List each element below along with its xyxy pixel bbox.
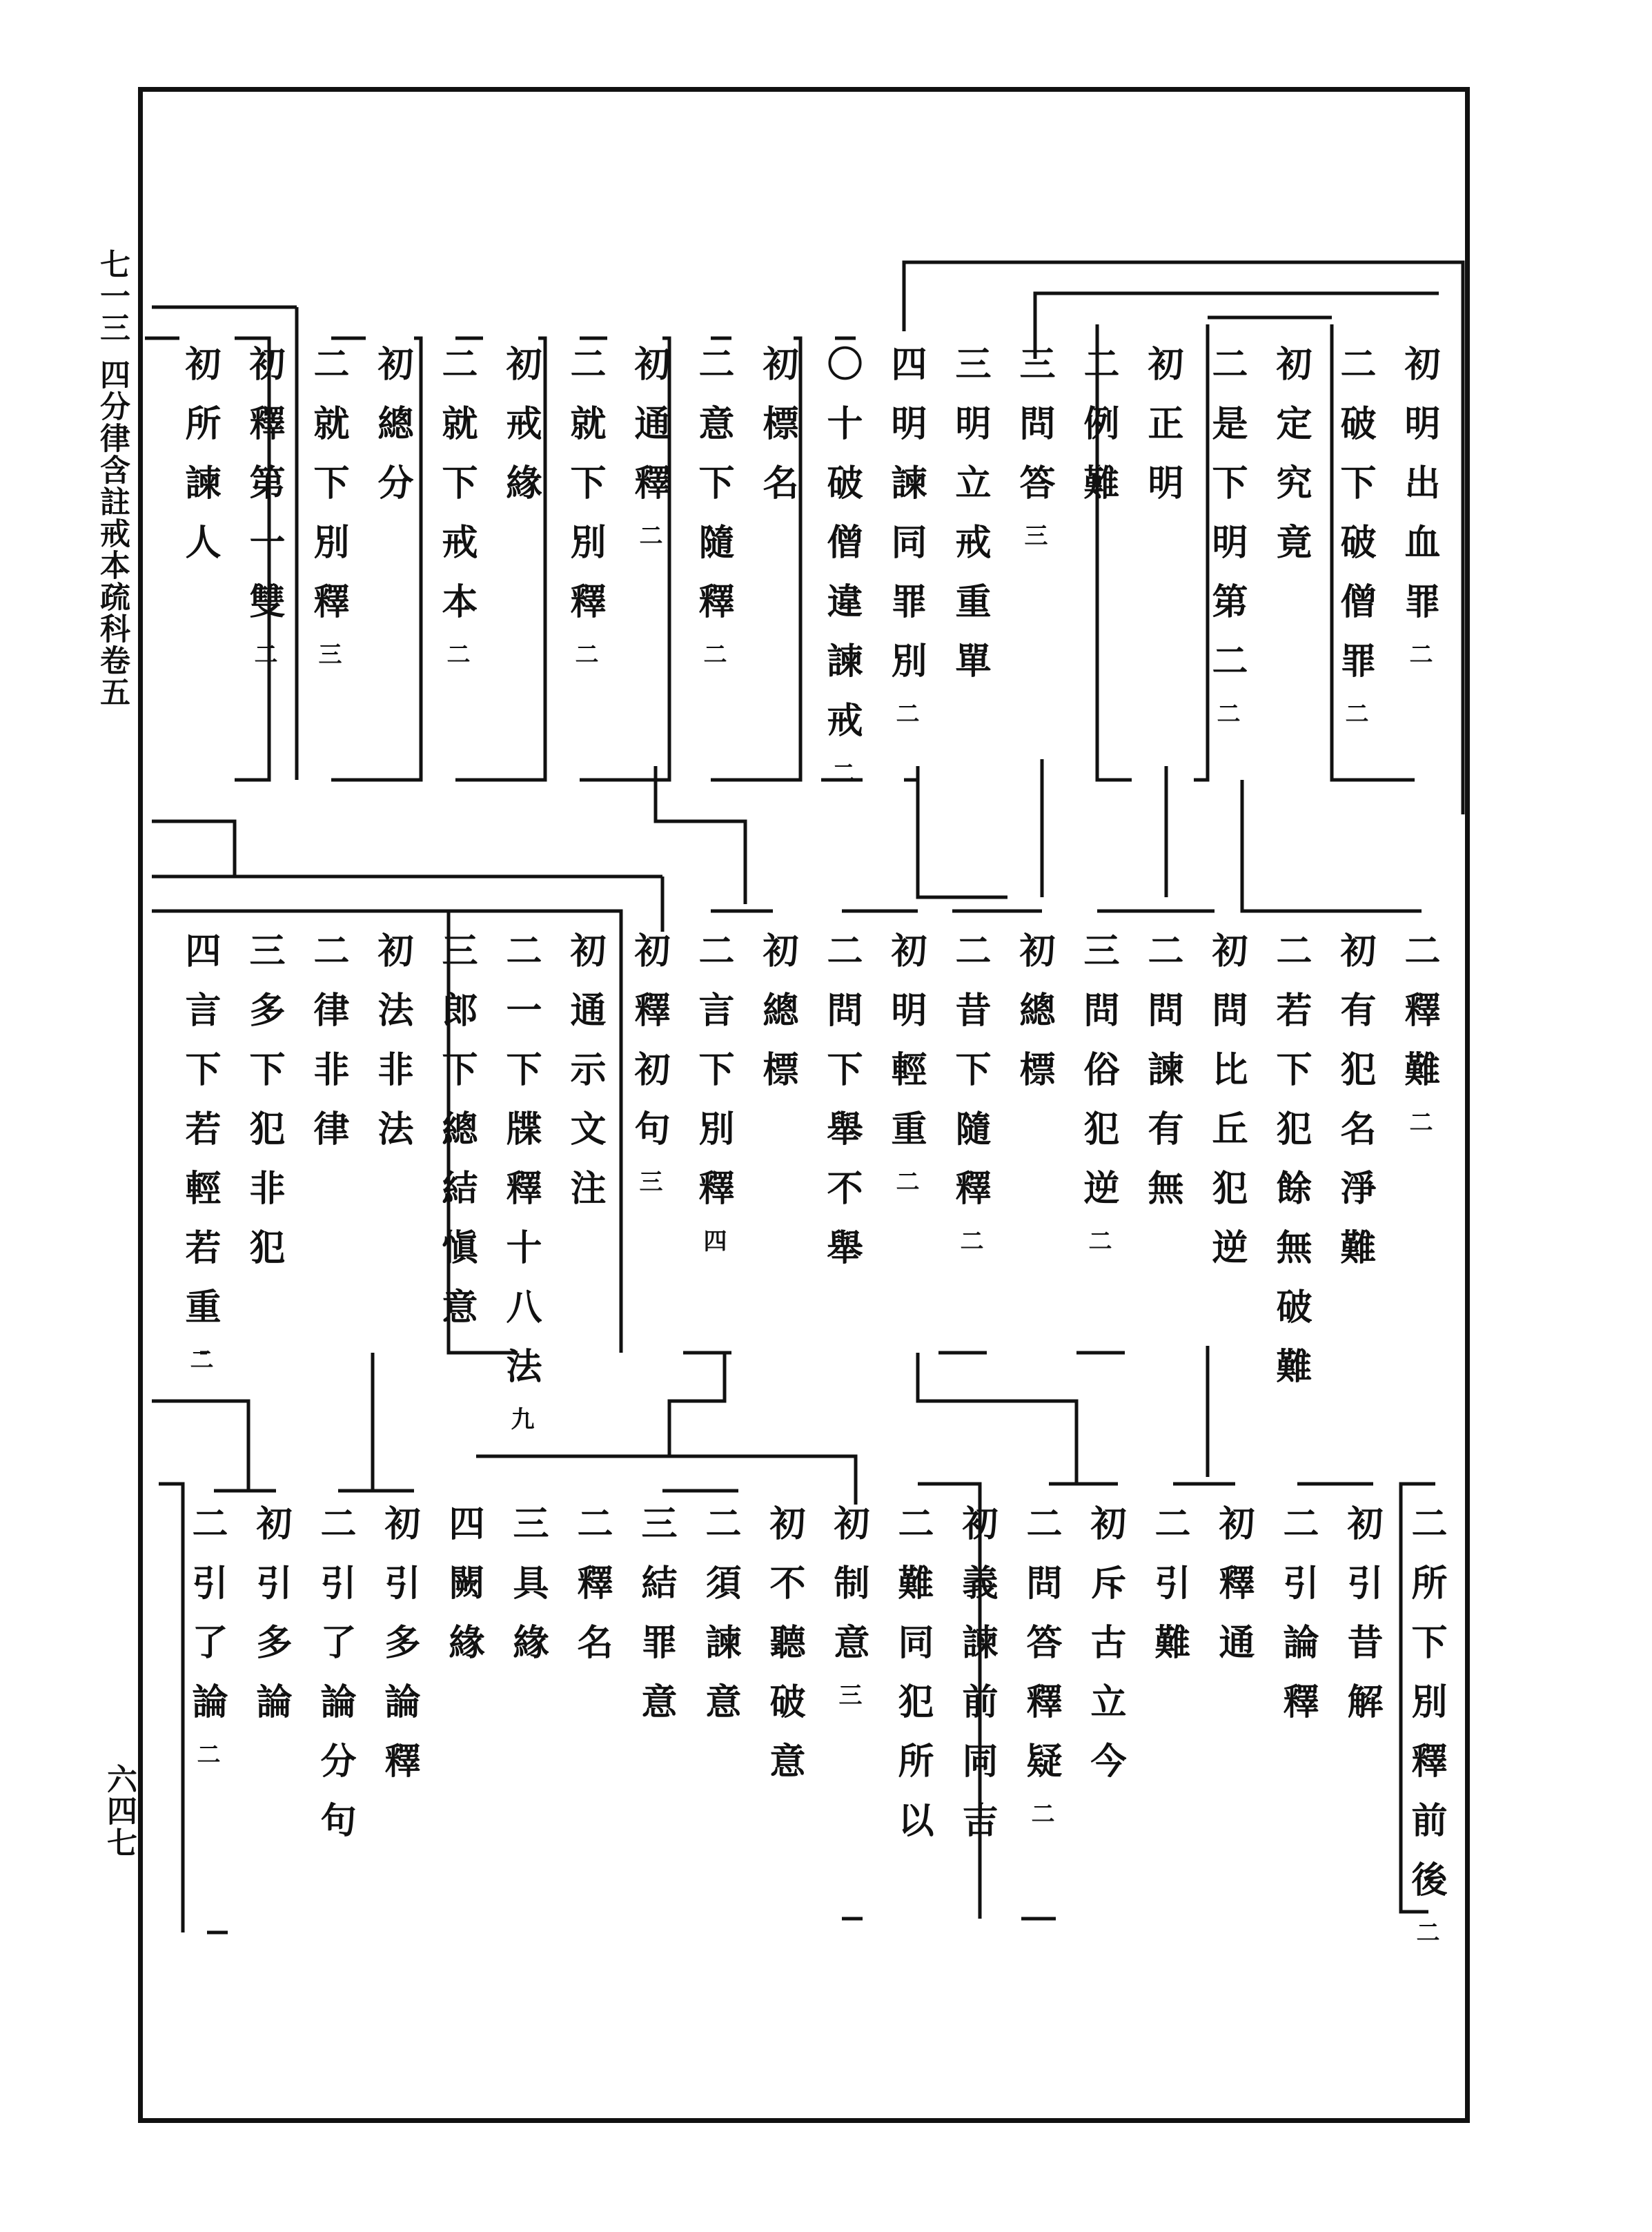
outline-entry: [892, 1505, 934, 1861]
outline-entry: [435, 932, 478, 1347]
entry-text: 二言下別釋: [692, 932, 734, 1228]
entry-count: 二: [1084, 1228, 1112, 1252]
entry-text: 初明出血罪: [1398, 345, 1440, 642]
entry-count: 三: [314, 642, 342, 665]
entry-text: 二就下別釋: [307, 345, 349, 642]
outline-entry: [1077, 345, 1119, 523]
entry-text: 四明諫同罪別: [885, 345, 927, 701]
outline-entry: [1013, 345, 1055, 547]
outline-entry: [628, 932, 670, 1193]
outline-entry: [1141, 932, 1183, 1228]
outline-entry: [1405, 1505, 1447, 1944]
entry-text: 初不聽破意: [763, 1505, 805, 1801]
entry-text: 二引了論: [186, 1505, 228, 1742]
entry-text: 二就下戒本: [435, 345, 478, 642]
outline-entry: [243, 932, 285, 1288]
book-title: 四分律含註戒本疏科卷五: [95, 359, 130, 708]
entry-text: 初定究竟: [1270, 345, 1312, 583]
entry-text: 二引了論分句: [314, 1505, 356, 1861]
outline-entry: [435, 345, 478, 665]
outline-entry: [314, 1505, 356, 1861]
entry-text: 初明輕重: [885, 932, 927, 1169]
outline-entry: [1334, 932, 1376, 1288]
entry-text: 三問俗犯逆: [1077, 932, 1119, 1228]
entry-text: 初所諫人: [179, 345, 221, 583]
outline-entry: [827, 1505, 869, 1706]
entry-text: 二昔下隨釋: [949, 932, 991, 1228]
entry-text: 三郎下總結愼意: [435, 932, 478, 1347]
entry-text: 二破下破僧罪: [1334, 345, 1376, 701]
outline-entry: [564, 932, 606, 1228]
entry-count: 二: [1341, 701, 1368, 725]
outline-entry: [820, 345, 863, 784]
outline-entry: [949, 345, 991, 701]
outline-entry: [371, 345, 413, 523]
entry-text: 三具緣: [507, 1505, 549, 1683]
outline-entry: [186, 1505, 228, 1765]
outline-entry: [1398, 345, 1440, 665]
outline-entry: [250, 1505, 292, 1742]
outline-entry: [1334, 345, 1376, 725]
entry-text: 二所下別釋前後: [1405, 1505, 1447, 1920]
entry-text: 初斥古立今: [1084, 1505, 1126, 1801]
entry-count: 九: [507, 1407, 534, 1430]
entry-text: 初引昔解: [1341, 1505, 1383, 1742]
entry-text: 初法非法: [371, 932, 413, 1169]
outline-entry: [307, 345, 349, 665]
outline-entry: [1398, 932, 1440, 1133]
entry-count: 二: [635, 523, 662, 547]
entry-text: 三明立戒重單: [949, 345, 991, 701]
outline-entry: [1206, 932, 1248, 1288]
outline-entry: [500, 932, 542, 1430]
entry-text: 初標名: [756, 345, 798, 523]
outline-entry: [1212, 1505, 1255, 1683]
entry-text: 初正明: [1141, 345, 1183, 523]
outline-entry: [1206, 345, 1248, 725]
entry-text: 二例難: [1077, 345, 1119, 523]
entry-text: 初制意: [827, 1505, 869, 1683]
outline-entry: [378, 1505, 420, 1801]
entry-text: 二引難: [1148, 1505, 1190, 1683]
entry-count: 二: [827, 761, 855, 784]
outline-entry: [820, 932, 863, 1288]
entry-count: 四: [699, 1228, 727, 1252]
entry-count: 二: [1412, 1920, 1439, 1944]
entry-text: 二引論釋: [1277, 1505, 1319, 1742]
entry-count: 二: [1027, 1801, 1054, 1825]
entry-text: 二一下牒釋十八法: [500, 932, 542, 1407]
entry-count: 二: [1212, 701, 1240, 725]
entry-count: 二: [250, 642, 277, 665]
outline-entry: [1341, 1505, 1383, 1742]
outline-entry: [1084, 1505, 1126, 1801]
entry-text: 二問下舉不舉: [820, 932, 863, 1288]
entry-text: 二釋難: [1398, 932, 1440, 1110]
outline-entry: [1141, 345, 1183, 523]
outline-entry: [628, 345, 670, 547]
entry-text: 二難同犯所以: [892, 1505, 934, 1861]
entry-text: 初釋初句: [628, 932, 670, 1169]
outline-entry: [564, 345, 606, 665]
outline-entry: [243, 345, 285, 665]
entry-text: 二問答釋疑: [1020, 1505, 1062, 1801]
entry-text: 四闕緣: [442, 1505, 484, 1683]
entry-count: 二: [442, 642, 470, 665]
outline-entry: [1077, 932, 1119, 1252]
entry-count: 二: [186, 1347, 213, 1371]
page-number: 六四七: [101, 1763, 137, 1859]
entry-count: 二: [892, 701, 919, 725]
entry-text: 初釋通: [1212, 1505, 1255, 1683]
outline-entry: [442, 1505, 484, 1683]
outline-entry: [635, 1505, 677, 1742]
entry-text: 初總標: [756, 932, 798, 1110]
entry-count: 三: [1020, 523, 1048, 547]
outline-entry: [571, 1505, 613, 1683]
entry-count: 二: [892, 1169, 919, 1193]
outline-entry: [179, 932, 221, 1371]
outline-entry: [500, 345, 542, 523]
entry-text: 初戒緣: [500, 345, 542, 523]
entry-text: 二意下隨釋: [692, 345, 734, 642]
entry-text: 三結罪意: [635, 1505, 677, 1742]
entry-text: 初引多論: [250, 1505, 292, 1742]
outline-entry: [1270, 345, 1312, 583]
outline-entry: [756, 345, 798, 523]
entry-count: 二: [1405, 1110, 1433, 1133]
entry-count: 二: [956, 1228, 983, 1252]
entry-text: 二若下犯餘無破難: [1270, 932, 1312, 1407]
entry-text: 初有犯名淨難: [1334, 932, 1376, 1288]
entry-text: 初釋第一雙: [243, 345, 285, 642]
outline-entry: [699, 1505, 741, 1742]
entry-count: 二: [571, 642, 598, 665]
outline-entry: [179, 345, 221, 583]
entry-count: 二: [699, 642, 727, 665]
outline-entry: [885, 932, 927, 1193]
entry-text: 三問答: [1013, 345, 1055, 523]
outline-entry: [763, 1505, 805, 1801]
entry-count: 二: [193, 1742, 220, 1765]
entry-count: 二: [1405, 642, 1433, 665]
outline-entry: [1020, 1505, 1062, 1825]
outline-entry: [307, 932, 349, 1169]
outline-entry: [756, 932, 798, 1110]
outline-entry: [507, 1505, 549, 1683]
outline-entry: [371, 932, 413, 1169]
entry-text: 初總分: [371, 345, 413, 523]
outline-entry: [692, 345, 734, 665]
entry-text: 初總標: [1013, 932, 1055, 1110]
entry-count: 三: [834, 1683, 862, 1706]
entry-text: 二是下明第二: [1206, 345, 1248, 701]
entry-text: 初問比丘犯逆: [1206, 932, 1248, 1288]
outline-entry: [1277, 1505, 1319, 1742]
volume-number: 七一三: [95, 248, 130, 344]
outline-entry: [692, 932, 734, 1252]
entry-text: 四言下若輕若重: [179, 932, 221, 1347]
entry-text: 初通示文注: [564, 932, 606, 1228]
entry-text: 二釋名: [571, 1505, 613, 1683]
outline-entry: [1013, 932, 1055, 1110]
entry-text: 初義諫前同吉: [956, 1505, 998, 1861]
outline-entry: [885, 345, 927, 725]
entry-text: 二就下別釋: [564, 345, 606, 642]
outline-entry: [1270, 932, 1312, 1407]
entry-text: 初通釋: [628, 345, 670, 523]
entry-text: 二問諫有無: [1141, 932, 1183, 1228]
outline-entry: [1148, 1505, 1190, 1683]
entry-count: 三: [635, 1169, 662, 1193]
entry-text: 二律非律: [307, 932, 349, 1169]
entry-text: 三多下犯非犯: [243, 932, 285, 1288]
outline-entry: [949, 932, 991, 1252]
outline-entry: [956, 1505, 998, 1861]
entry-text: 初引多論釋: [378, 1505, 420, 1801]
entry-text: 二須諫意: [699, 1505, 741, 1742]
entry-text: 〇十破僧違諫戒: [820, 345, 863, 761]
